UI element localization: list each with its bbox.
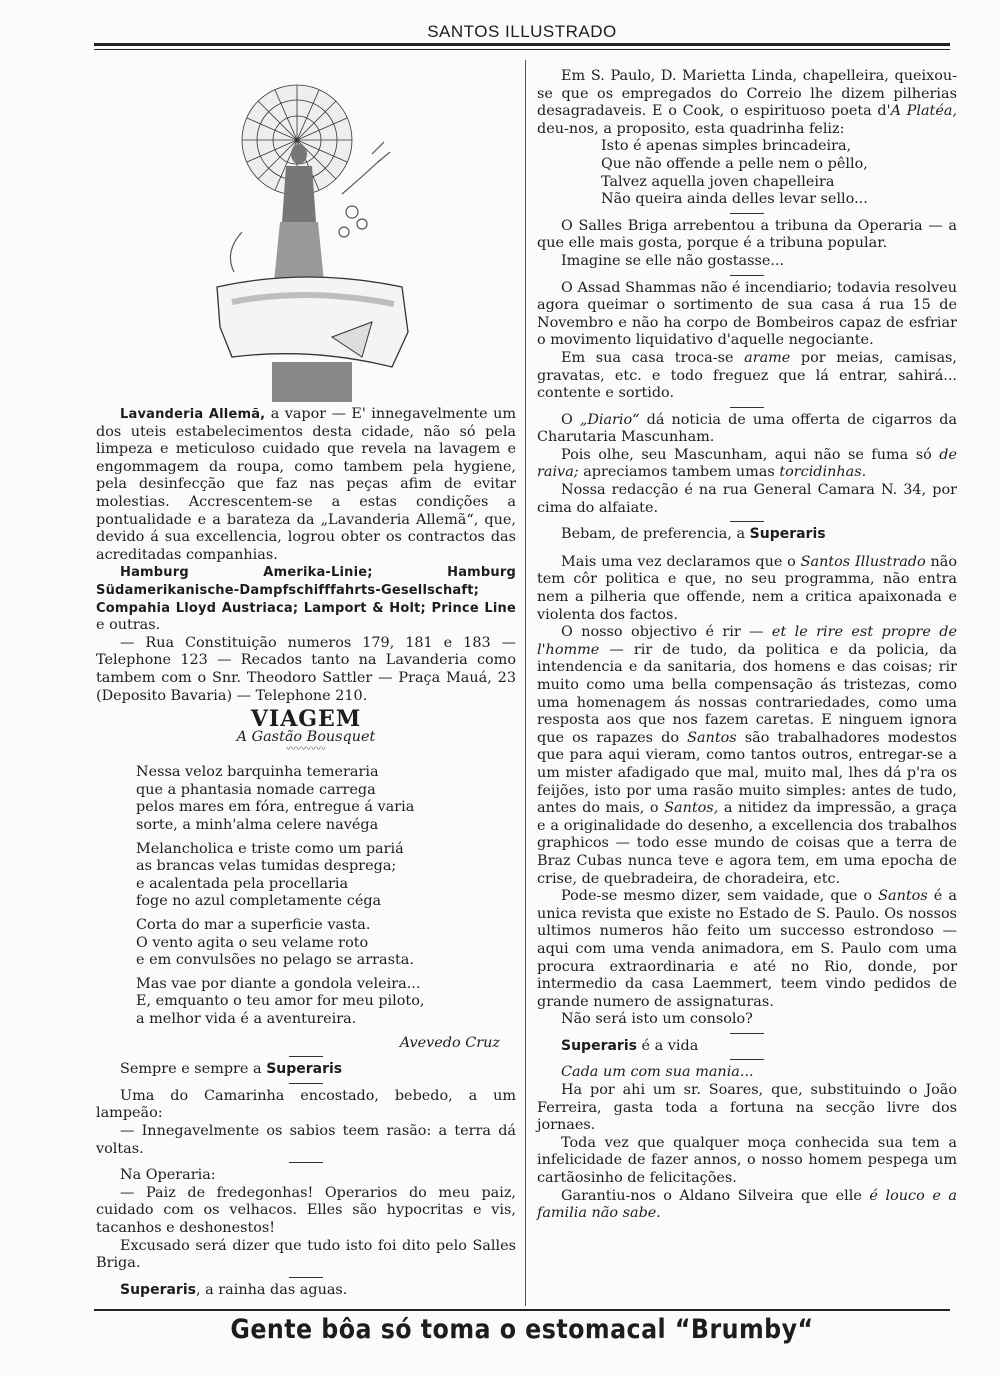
stanza-2 xyxy=(136,841,516,911)
santos-title: Santos xyxy=(687,729,737,746)
operaria-quote: — Paiz de fredegonhas! Operarios do meu paiz, cuidado com os velhacos. Elles são hypocritas e vis, tacanhos e deshonestos! xyxy=(96,1184,516,1236)
poem-author: Avevedo Cruz xyxy=(399,1034,500,1051)
soares-paragraph: Ha por ahi um sr. Soares, que, substituindo o João Ferreira, gasta toda a fortuna na secção livre dos jornaes. xyxy=(537,1082,957,1134)
separator xyxy=(730,275,764,276)
assad-text: Em sua casa troca-se xyxy=(561,349,745,366)
poem-line: Nessa veloz barquinha temeraria xyxy=(136,764,379,781)
poem-line: pelos mares em fóra, entregue á varia xyxy=(136,799,415,816)
mascunham-paragraph xyxy=(537,447,957,482)
operaria-comment: Excusado será dizer que tudo isto foi dito pelo Salles Briga. xyxy=(96,1237,516,1272)
stanza-3 xyxy=(136,917,516,970)
poem-line: Melancholica e triste como um pariá xyxy=(136,840,404,857)
diario-text: dá noticia de uma offerta de cigarros da Charutaria Mascunham. xyxy=(537,411,957,446)
aldano-text: Garantiu-nos o Aldano Silveira que elle xyxy=(561,1187,870,1204)
wave-ornament: 〰〰〰〰 xyxy=(286,744,326,756)
declaramos-tail: não tem côr politica e que, no seu programma, não entra nem a pilheria que offende, nem a critica apaixonada e violenta dos factos. xyxy=(537,553,957,623)
superaris-brand: Superaris xyxy=(561,1037,637,1054)
stanza-1 xyxy=(136,764,516,834)
separator xyxy=(289,1083,323,1084)
separator xyxy=(730,213,764,214)
assad-text-tail: por meias, camisas, gravatas, etc. e todo freguez que lá entrar, sahirá... contente e sortido. xyxy=(537,349,958,402)
objectivo-text-3: são trabalhadores modestos que para aqui vieram, como tantos outros, entregar-se a um mister afadigado que mal, muito mal, lhes dá p'ra os feijões, isto por uma rasão muito simples: antes de tudo, antes do mais, o xyxy=(537,729,958,817)
diario-paragraph xyxy=(537,412,957,447)
bebam-paragraph xyxy=(537,526,957,544)
superaris-ad-2 xyxy=(96,1282,516,1300)
superaris-prefix: Sempre e sempre a xyxy=(120,1061,267,1078)
poem-line: sorte, a minh'alma celere navéga xyxy=(136,817,379,834)
separator xyxy=(289,1162,323,1163)
spacer xyxy=(537,544,957,554)
poem-line: foge no azul completamente céga xyxy=(136,893,382,910)
header-rule-thin xyxy=(94,49,950,50)
poem-line: O vento agita o seu velame roto xyxy=(136,934,369,951)
poem-body xyxy=(96,764,516,1028)
vaidade-text-2: é a unica revista que existe no Estado de S. Paulo. Os nossos ultimos numeros hão feito um successo estrondoso — aqui com uma venda animadora, em S. Paulo com uma procura extraordinaria e até no Rio, donde, por intermedio da casa Laemmert, teem vindo pedidos de grande numero de assignaturas. xyxy=(537,888,958,1010)
objectivo-text-2: — rir de tudo, da politica e da policia, da intendencia e da sanitaria, dos homens e das coisas; rir muito como uma bella compensação ás tristezas, como uma homenagem ás nossas contrariedades, como uma resposta aos que nos fazem caretas. E ninguem ignora que os rapazes do xyxy=(537,641,957,746)
superaris-vida xyxy=(537,1038,957,1056)
poem-line: Corta do mar a superficie vasta. xyxy=(136,917,371,934)
objectivo-paragraph xyxy=(537,624,957,888)
declaramos-text: Mais uma vez declaramos que o xyxy=(561,553,801,570)
right-column xyxy=(537,68,957,1223)
left-column xyxy=(96,406,516,1299)
raiva-word: de raiva; xyxy=(537,446,957,481)
consolo-paragraph: Não será isto um consolo? xyxy=(561,1011,753,1028)
camarinha-paragraph: Uma do Camarinha encostado, bebedo, a um lampeão: xyxy=(96,1087,516,1122)
salles-comment: Imagine se elle não gostasse... xyxy=(561,252,785,269)
moca-paragraph: Toda vez que qualquer moça conhecida sua tem a infelicidade de fazer annos, o nosso homem pespega um cartãosinho de felicitações. xyxy=(537,1134,957,1187)
stanza-4 xyxy=(136,976,516,1029)
aldano-italic: é louco e a familia não sabe. xyxy=(537,1187,957,1222)
address-paragraph: — Rua Constituição numeros 179, 181 e 183 — Telephone 123 — Recados tanto na Lavanderia como tambem com o Snr. Theodoro Sattler — Praça Mauá, 23 (Deposito Bavaria) — Telephone 210. xyxy=(96,634,516,704)
verse-line: Não queira ainda delles levar sello... xyxy=(601,191,868,208)
aldano-paragraph xyxy=(537,1188,957,1223)
vaidade-paragraph xyxy=(537,888,957,1011)
mania-heading xyxy=(537,1064,957,1082)
chapelleira-text: Em S. Paulo, D. Marietta Linda, chapelleira, queixou-se que os empregados do Correio lhe dizem pilherias desagradaveis. E o Cook, o espirituoso poeta d' xyxy=(537,68,957,120)
separator xyxy=(730,1033,764,1034)
platea-title: A Platéa, xyxy=(890,103,957,120)
bebam-text: Bebam, de preferencia, a xyxy=(561,526,750,543)
salles-paragraph: O Salles Briga arrebentou a tribuna da Operaria — a que elle mais gosta, porque é a tribuna popular. xyxy=(537,217,957,252)
mascunham-text-2: apreciamos tambem umas xyxy=(578,464,780,481)
santos-illustrado-title: Santos Illustrado xyxy=(800,553,926,570)
lavanderia-text: a vapor — E' innegavelmente um dos uteis estabelecimentos desta cidade, não só pela limpeza e meticuloso cuidado que revela na lavagem e engommagem da roupa, como tambem pela hygiene, pela desinfecção que faz nas peças afim de evitar molestias. Accrescentem-se a estas condições a pontualidade e a barateza da „Lavanderia Allemã“, que, devido á sua excellencia, logrou obter os contractos das acreditadas companhias. xyxy=(96,406,516,563)
superaris-tail: , a rainha das aguas. xyxy=(195,1281,348,1298)
superaris-brand: Superaris xyxy=(266,1061,343,1078)
torcidinhas-word: torcidinhas. xyxy=(779,464,867,481)
separator xyxy=(730,407,764,408)
vida-tail: é a vida xyxy=(636,1037,699,1054)
poem-line: e em convulsões no pelago se arrasta. xyxy=(136,952,414,969)
superaris-brand: Superaris xyxy=(120,1281,196,1298)
declaramos-paragraph xyxy=(537,554,957,624)
header-rule xyxy=(94,43,950,46)
poem-line: a melhor vida é a aventureira. xyxy=(136,1011,357,1027)
separator xyxy=(289,1277,323,1278)
diario-title: „Diario“ xyxy=(579,411,640,428)
poem-line: Mas vae por diante a gondola veleira... xyxy=(136,975,421,992)
operaria-paragraph: Na Operaria: xyxy=(120,1167,216,1184)
mania-text: Cada um com sua mania... xyxy=(561,1064,754,1081)
santos-title-3: Santos xyxy=(878,888,928,905)
mascunham-text: Pois olhe, seu Mascunham, aqui não se fuma só xyxy=(561,446,940,463)
objectivo-text-4: a nitidez da impressão, a graça e a originalidade do desenho, a excellencia dos trabalhos graphicos — todo esse mundo de coisas que a terra de Braz Cubas nunca teve e agora tem, em uma epocha de crise, de quebradeira, de choradeira, etc. xyxy=(537,800,957,887)
redaccao-paragraph: Nossa redacção é na rua General Camara N. 34, por cima do alfaiate. xyxy=(537,482,957,516)
assad-paragraph: O Assad Shammas não é incendiario; todavia resolveu agora queimar o sortimento de sua casa á rua 15 de Novembro e não ha corpo de Bombeiros capaz de esfriar o movimento liquidativo d'aquelle negociante. xyxy=(537,279,957,349)
camarinha-quote: — Innegavelmente os sabios teem rasão: a terra dá voltas. xyxy=(96,1122,516,1157)
companies-tail: e outras. xyxy=(96,617,161,634)
verse-line: Que não offende a pelle nem o pêllo, xyxy=(601,155,868,172)
chapelleira-paragraph xyxy=(537,68,957,138)
verse-line: Talvez aquella joven chapelleira xyxy=(601,173,835,190)
chapelleira-tail: deu-nos, a proposito, esta quadrinha feliz: xyxy=(537,120,845,137)
diario-prefix: O xyxy=(561,411,580,428)
separator xyxy=(289,1056,323,1057)
vaidade-text: Pode-se mesmo dizer, sem vaidade, que o xyxy=(561,888,879,905)
poem-title: VIAGEM xyxy=(250,706,362,733)
verse-line: Isto é apenas simples brincadeira, xyxy=(601,138,852,155)
footer-rule xyxy=(94,1309,950,1311)
poem-line: as brancas velas tumidas desprega; xyxy=(136,858,397,875)
woman-parasol-illustration xyxy=(212,82,412,407)
poem-dedication: A Gastão Bousquet xyxy=(236,728,376,745)
companies-list: Hamburg Amerika-Linie; Hamburg Südamerikanische-Dampfschifffahrts-Gesellschaft; Compahia Lloyd Austriaca; Lamport & Holt; Prince Line xyxy=(96,565,516,616)
assad-paragraph-2 xyxy=(537,350,957,403)
superaris-brand: Superaris xyxy=(749,526,826,543)
superaris-ad-1 xyxy=(96,1061,516,1079)
lavanderia-paragraph xyxy=(96,406,516,564)
arame-word: arame xyxy=(744,349,791,366)
page-header: SANTOS ILLUSTRADO xyxy=(427,22,617,41)
santos-title-2: Santos, xyxy=(664,800,719,817)
poem-line: E, emquanto o teu amor for meu piloto, xyxy=(136,993,425,1010)
poem-line: que a phantasia nomade carrega xyxy=(136,781,376,798)
french-quote: et le rire est propre de l'homme xyxy=(537,624,957,658)
lavanderia-name: Lavanderia Allemã, xyxy=(120,407,266,422)
quadrinha xyxy=(537,138,957,208)
separator xyxy=(730,1059,764,1060)
footer-advert: Gente bôa só toma o estomacal “Brumby“ xyxy=(230,1314,814,1345)
column-divider xyxy=(525,60,526,1306)
separator xyxy=(730,521,764,522)
poem-line: e acalentada pela procellaria xyxy=(136,875,349,892)
companies-paragraph xyxy=(96,564,516,634)
objectivo-text: O nosso objectivo é rir — xyxy=(561,624,772,641)
